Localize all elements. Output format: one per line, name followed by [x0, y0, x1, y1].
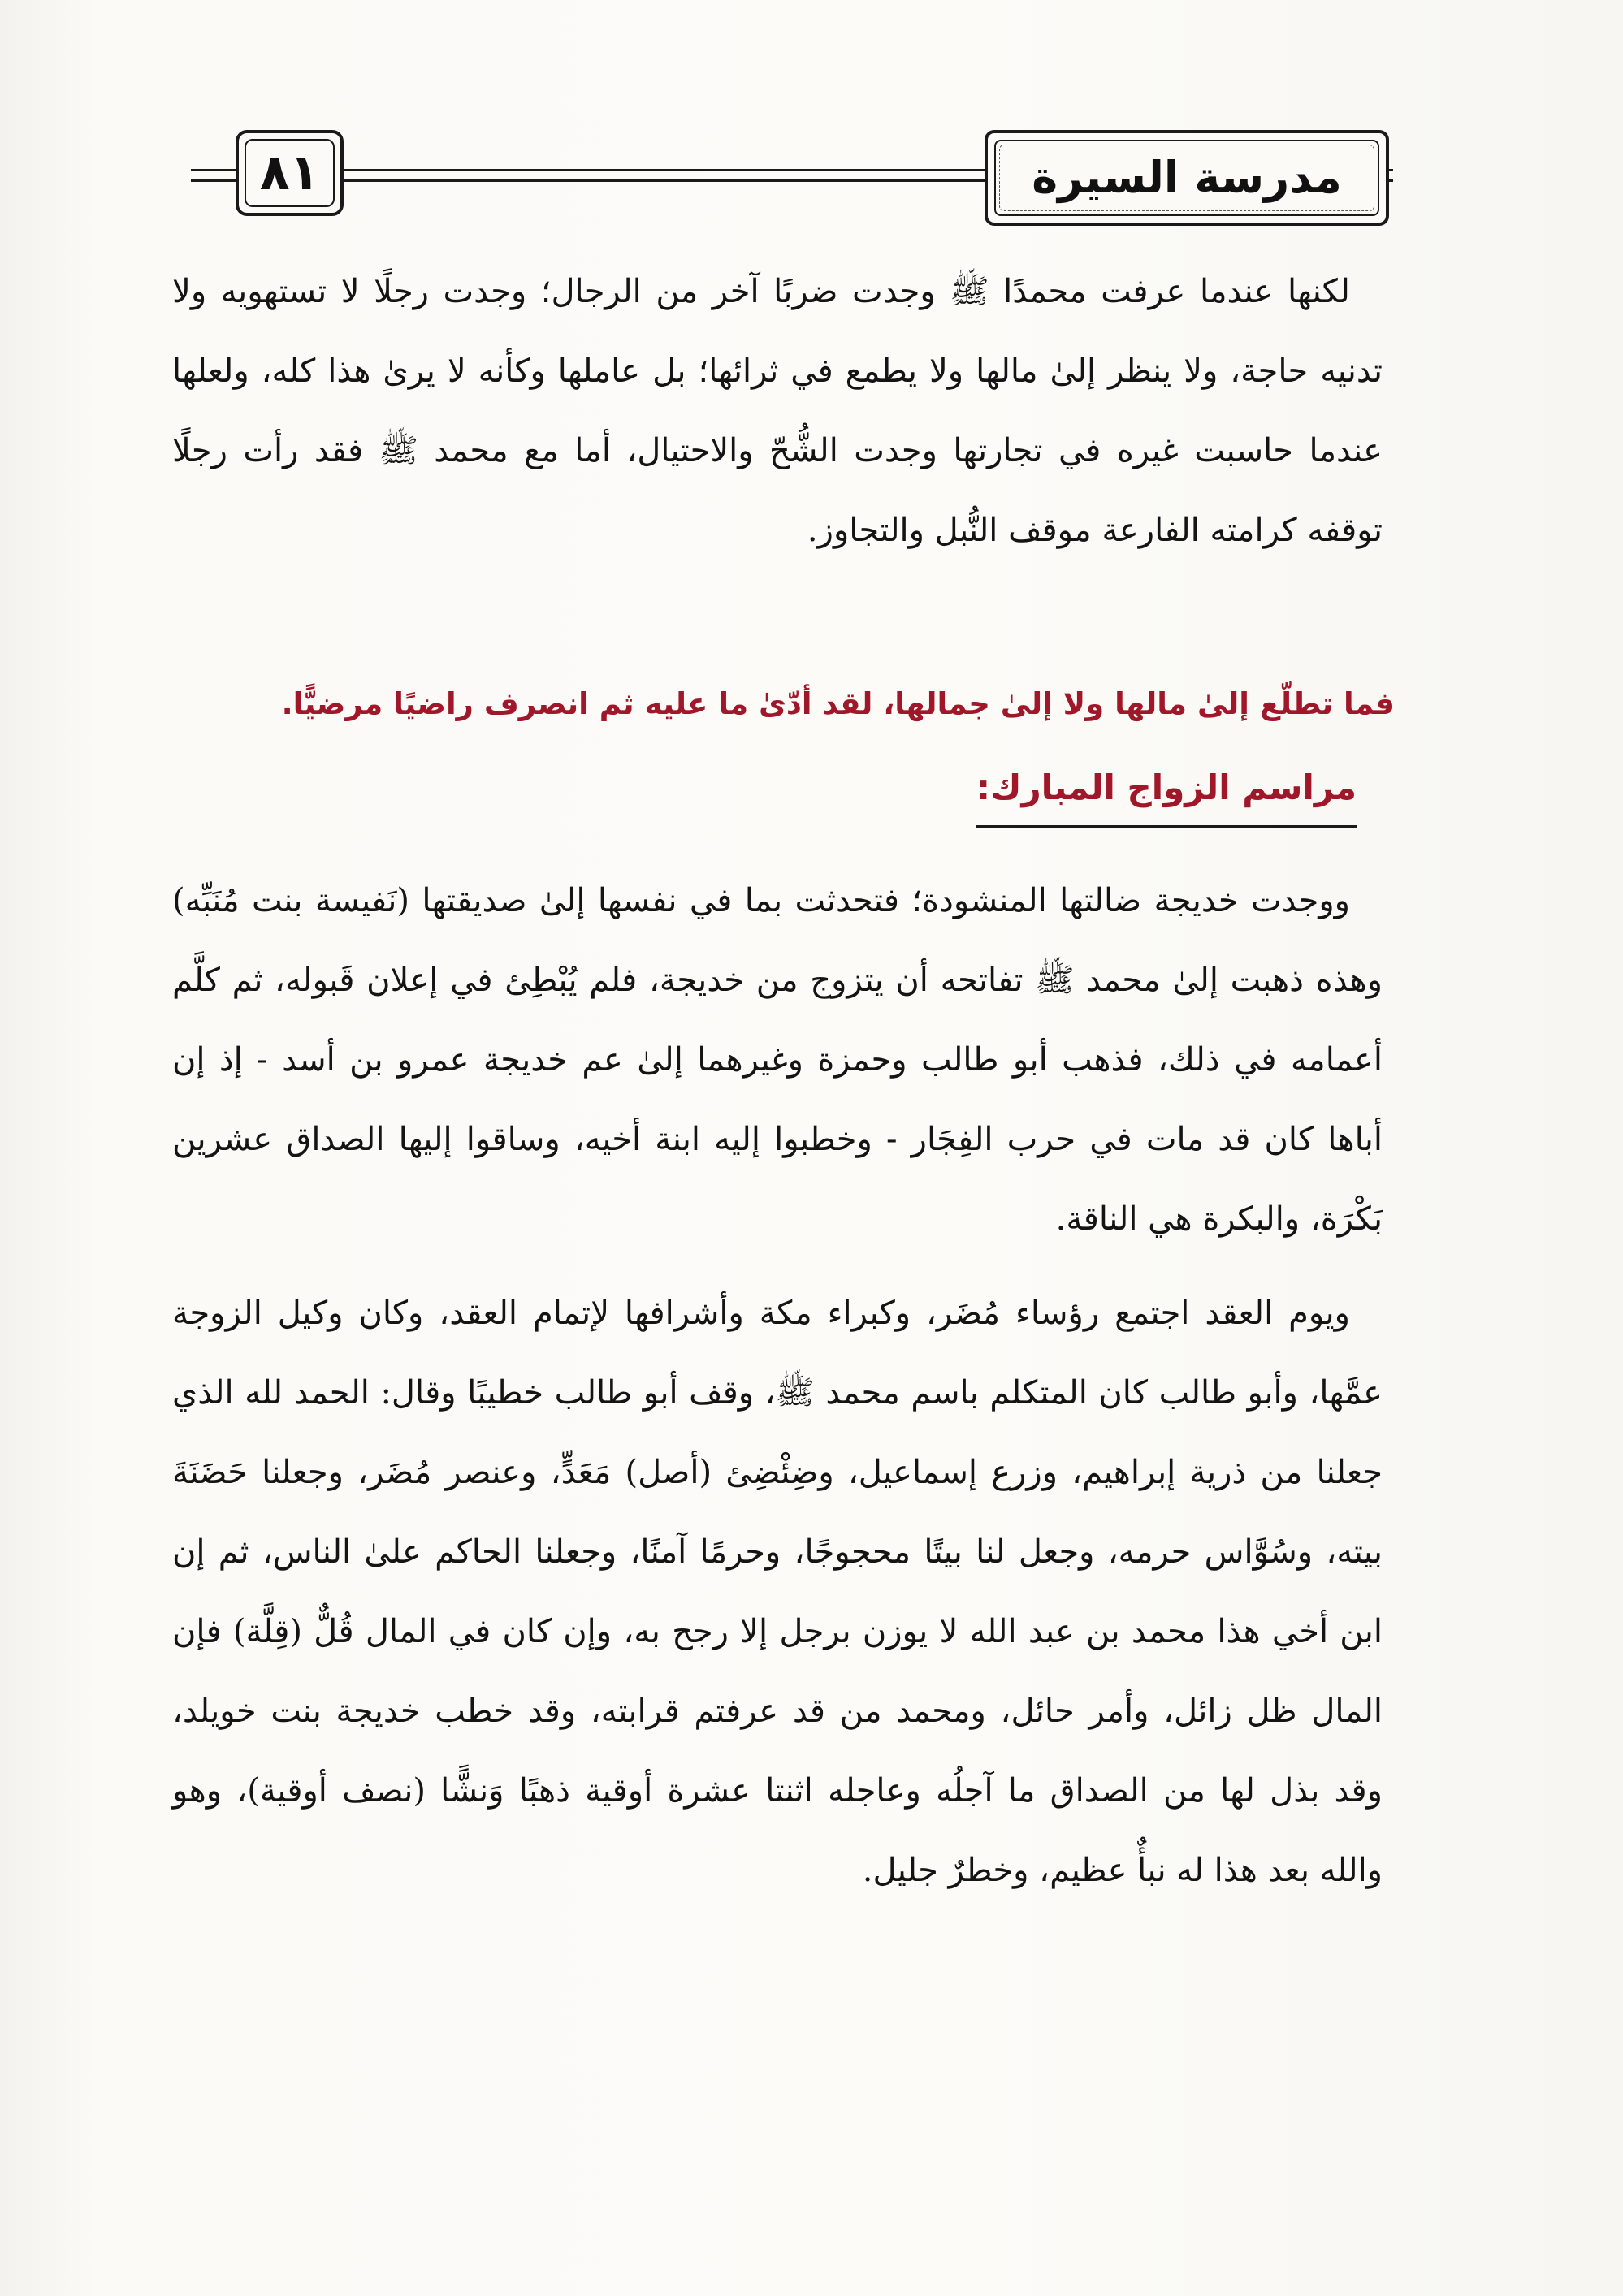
- paragraph-3: ويوم العقد اجتمع رؤساء مُضَر، وكبراء مكة وأشرافها لإتمام العقد، وكان وكيل الزوجة عمَّها، وأبو طالب كان المتكلم باسم محمد ﷺ، وقف أبو طالب خطيبًا وقال: الحمد لله الذي جعلنا من ذرية إبراهيم، وزرع إسماعيل، وضِئْضِئ (أصل) مَعَدٍّ، وعنصر مُضَر، وجعلنا حَضَنَةَ بيته، وسُوَّاس حرمه، وجعل لنا بيتًا محجوجًا، وحرمًا آمنًا، وجعلنا الحاكم علىٰ الناس، ثم إن ابن أخي هذا محمد بن عبد الله لا يوزن برجل إلا رجح به، وإن كان في المال قُلٌّ (قِلَّة) فإن المال ظل زائل، وأمر حائل، ومحمد من قد عرفتم قرابته، وقد خطب خديجة بنت خويلد، وقد بذل لها من الصداق ما آجلُه وعاجله اثنتا عشرة أوقية ذهبًا وَنشًّا (نصف أوقية)، وهو والله بعد هذا له نبأٌ عظيم، وخطرٌ جليل.: [172, 1295, 1383, 1889]
- highlighted-sentence: فما تطلّع إلىٰ مالها ولا إلىٰ جمالها، لقد أدّىٰ ما عليه ثم انصرف راضيًا مرضيًّا.: [281, 686, 1395, 721]
- paragraph-2: ووجدت خديجة ضالتها المنشودة؛ فتحدثت بما في نفسها إلىٰ صديقتها (نَفيسة بنت مُنَبِّه) وهذه ذهبت إلىٰ محمد ﷺ تفاتحه أن يتزوج من خديجة، فلم يُبْطِئ في إعلان قَبوله، ثم كلَّم أعمامه في ذلك، فذهب أبو طالب وحمزة وغيرهما إلىٰ عم خديجة عمرو بن أسد - إذ إن أباها كان قد مات في حرب الفِجَار - وخطبوا إليه ابنة أخيه، وساقوا إليها الصداق عشرين بَكْرَة، والبكرة هي الناقة.: [172, 882, 1383, 1238]
- section-heading: مراسم الزواج المبارك:: [976, 755, 1357, 828]
- page-number-frame: [236, 130, 344, 216]
- running-title: مدرسة السيرة: [1032, 152, 1342, 203]
- running-title-frame: [985, 130, 1389, 226]
- page-number: ٨١: [259, 145, 320, 201]
- paragraph-1: لكنها عندما عرفت محمدًا ﷺ وجدت ضربًا آخر من الرجال؛ وجدت رجلًا لا تستهويه ولا تدنيه حاجة، ولا ينظر إلىٰ مالها ولا يطمع في ثرائها؛ بل عاملها وكأنه لا يرىٰ هذا كله، ولعلها عندما حاسبت غيره في تجارتها وجدت الشُّحّ والاحتيال، أما مع محمد ﷺ فقد رأت رجلًا توقفه كرامته الفارعة موقف النُّبل والتجاوز.: [172, 273, 1383, 549]
